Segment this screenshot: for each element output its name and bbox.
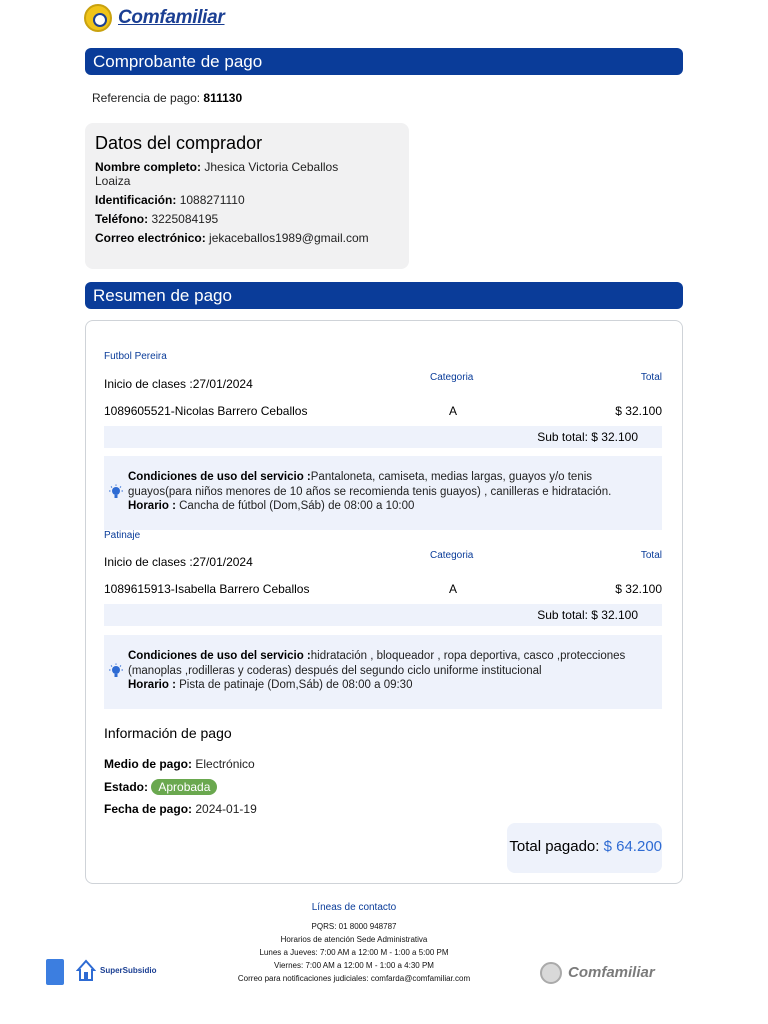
hours-weekdays: Lunes a Jueves: 7:00 AM a 12:00 M - 1:00 a 5:00 PM [259, 948, 449, 957]
logo-text: Comfamiliar [118, 7, 225, 28]
vigilado-badge-icon [46, 959, 64, 985]
buyer-phone [95, 212, 399, 226]
payment-status [104, 779, 217, 795]
service-conditions [104, 635, 662, 709]
schedule-text: Cancha de fútbol (Dom,Sáb) de 08:00 a 10:00 [179, 500, 415, 512]
buyer-phone-label: Teléfono: [95, 212, 149, 226]
subtotal: Sub total: $ 32.100 [104, 604, 662, 626]
total-paid-value: $ 64.200 [603, 838, 662, 855]
buyer-phone-value: 3225084195 [151, 212, 219, 226]
summary-title: Resumen de pago [85, 282, 683, 309]
subtotal: Sub total: $ 32.100 [104, 426, 662, 448]
date-value: 2024-01-19 [195, 802, 257, 816]
judicial-email: Correo para notificaciones judiciales: comfarda@comfamiliar.com [237, 974, 471, 983]
total-header: Total [640, 550, 662, 561]
receipt-title: Comprobante de pago [85, 48, 683, 75]
buyer-title: Datos del comprador [95, 133, 263, 153]
buyer-email-value: jekaceballos1989@gmail.com [209, 231, 369, 245]
conditions-text: hidratación , bloqueador , ropa deportiva, casco ,protecciones (manoplas ,rodilleras y coderas) después del segundo ciclo uniforme institucional [128, 650, 626, 677]
buyer-name [95, 160, 345, 188]
conditions-text: Pantaloneta, camiseta, medias largas, guayos y/o tenis guayos(para niños menores de 10 años se recomienda tenis guayos) , canilleras e hidratación. [128, 471, 612, 498]
buyer-panel [85, 123, 409, 269]
lightbulb-icon [108, 663, 124, 679]
buyer-id [95, 193, 399, 207]
conditions-label: Condiciones de uso del servicio : [128, 471, 311, 483]
method-value: Electrónico [195, 757, 255, 771]
activity-title: Futbol Pereira [104, 351, 167, 362]
participant: 1089615913-Isabella Barrero Ceballos [104, 582, 310, 596]
pqrs-line: PQRS: 01 8000 948787 [311, 922, 397, 931]
contact-heading: Líneas de contacto [311, 902, 397, 913]
buyer-id-value: 1088271110 [179, 193, 245, 207]
participant: 1089605521-Nicolas Barrero Ceballos [104, 404, 308, 418]
buyer-email [95, 231, 399, 245]
status-badge: Aprobada [151, 779, 217, 795]
category-value: A [449, 404, 458, 418]
hours-title: Horarios de atención Sede Administrativa [280, 935, 428, 944]
price-value: $ 32.100 [615, 582, 662, 596]
supersubsidio-logo: SuperSubsidio [100, 966, 157, 975]
total-paid-label: Total pagado: [509, 838, 600, 855]
method-label: Medio de pago: [104, 757, 192, 771]
buyer-name-label: Nombre completo: [95, 160, 202, 174]
buyer-email-label: Correo electrónico: [95, 231, 206, 245]
category-header: Categoria [430, 550, 474, 561]
category-header: Categoria [430, 372, 474, 383]
price-value: $ 32.100 [615, 404, 662, 418]
schedule-text: Pista de patinaje (Dom,Sáb) de 08:00 a 09:30 [179, 679, 413, 691]
class-start: Inicio de clases :27/01/2024 [104, 555, 253, 569]
schedule-label: Horario : [128, 679, 176, 691]
date-label: Fecha de pago: [104, 802, 193, 816]
schedule-label: Horario : [128, 500, 176, 512]
total-paid [509, 838, 662, 855]
category-value: A [449, 582, 458, 596]
footer-brand: Comfamiliar [568, 964, 655, 981]
company-logo [84, 2, 225, 34]
hours-friday: Viernes: 7:00 AM a 12:00 M - 1:00 a 4:30 PM [274, 961, 434, 970]
buyer-id-label: Identificación: [95, 193, 177, 207]
footer-emblem-icon [540, 962, 562, 984]
supersubsidio-house-icon [76, 958, 96, 982]
class-start: Inicio de clases :27/01/2024 [104, 377, 253, 391]
total-header: Total [640, 372, 662, 383]
lightbulb-icon [108, 484, 124, 500]
total-paid-box [507, 823, 662, 873]
status-label: Estado: [104, 780, 149, 794]
logo-emblem-icon [84, 4, 112, 32]
service-conditions [104, 456, 662, 530]
payment-date [104, 802, 257, 816]
reference-value: 811130 [203, 91, 243, 105]
reference-label: Referencia de pago: [92, 91, 201, 105]
buyer-name-value: Jhesica Victoria Ceballos Loaiza [95, 160, 339, 188]
activity-title: Patinaje [104, 530, 141, 541]
payment-method [104, 757, 255, 771]
conditions-label: Condiciones de uso del servicio : [128, 650, 311, 662]
payment-reference [92, 91, 242, 105]
payment-info-title: Información de pago [104, 725, 232, 741]
